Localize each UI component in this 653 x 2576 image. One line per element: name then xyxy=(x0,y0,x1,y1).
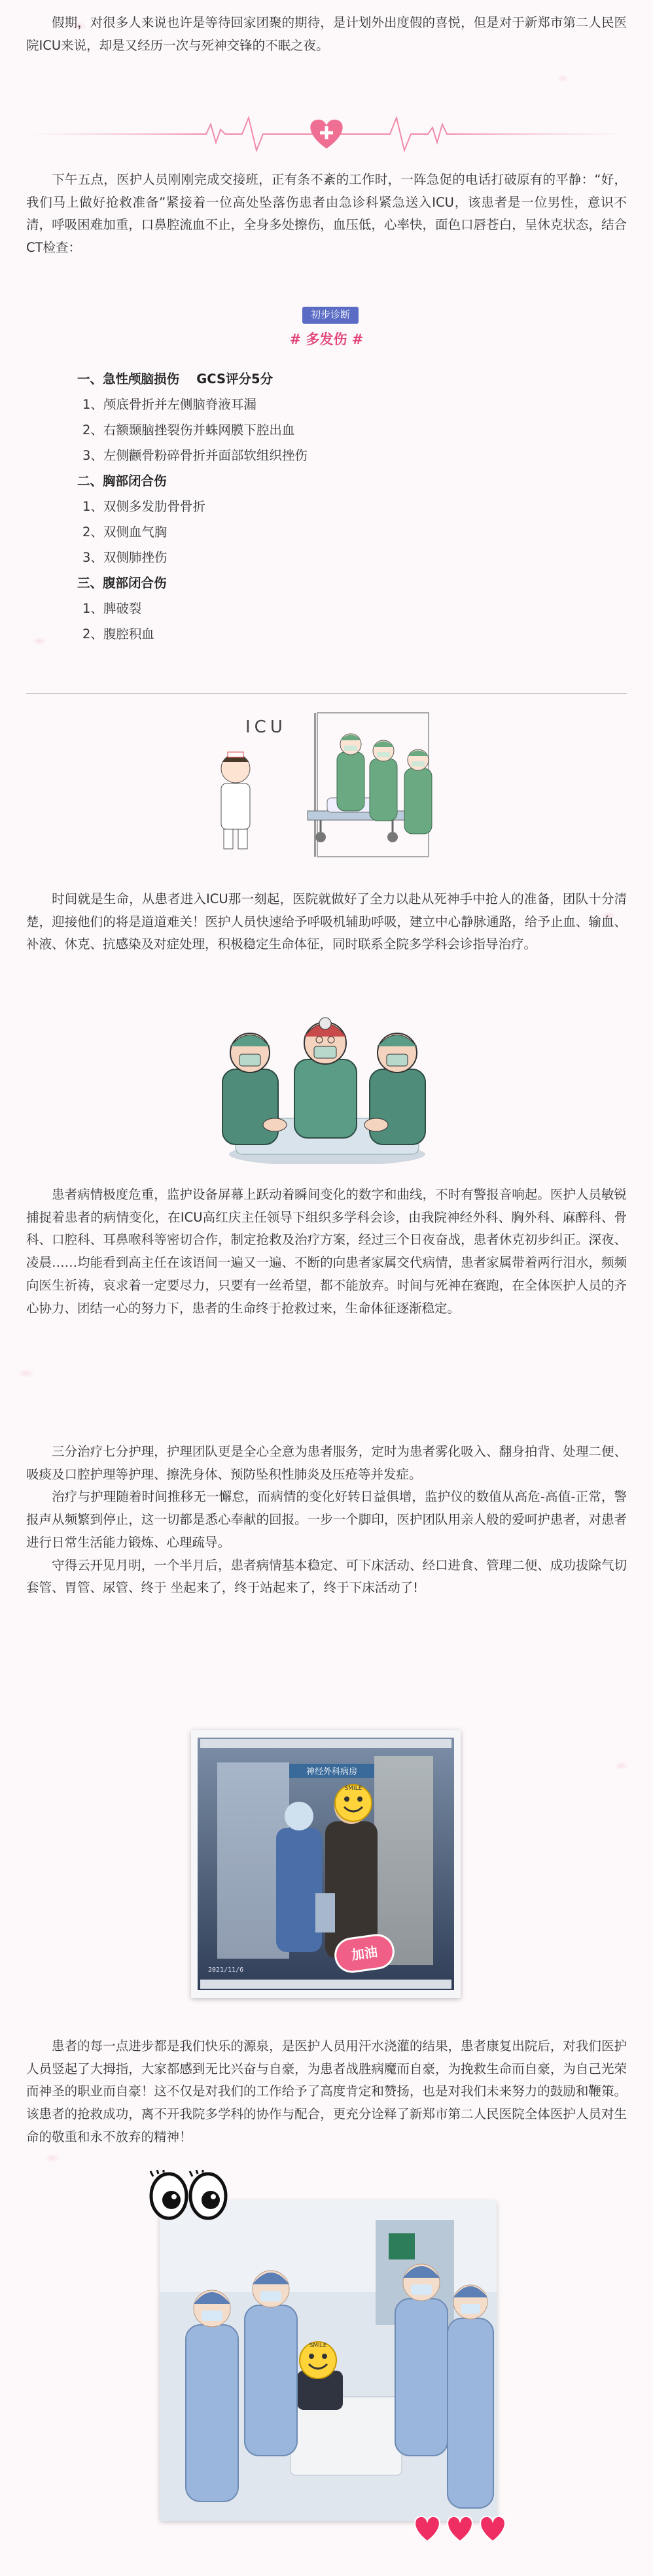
icu-sign: ICU xyxy=(245,717,287,737)
heartbeat-divider xyxy=(26,105,627,163)
nursing-paragraph-3: 守得云开见月明，一个半月后，患者病情基本稳定、可下床活动、经口进食、管理二便、成功拔除气切套管、胃管、尿管、终于 坐起来了，终于站起来了，终于下床活动了! xyxy=(26,1557,627,1596)
intro-paragraph: 假期，对很多人来说也许是等待回家团聚的期待，是计划外出度假的喜悦，但是对于新郑市第二人民医院ICU来说，却是又经历一次与死神交锋的不眠之夜。 xyxy=(26,15,627,53)
diagnosis-item: 3、双侧肺挫伤 xyxy=(82,550,168,565)
diagnosis-item: 1、脾破裂 xyxy=(82,601,142,616)
diagnosis-heading: 三、腹部闭合伤 xyxy=(77,575,167,591)
diagnosis-heading: 二、胸部闭合伤 xyxy=(77,473,167,489)
diagnosis-item: 2、右额颞脑挫裂伤并蛛网膜下腔出血 xyxy=(82,422,295,438)
heart-plus-icon xyxy=(310,120,342,148)
cheer-sticker: 加油 xyxy=(334,1934,395,1973)
cartoon-eyes-icon xyxy=(149,2170,228,2222)
diagnosis-title: # 多发伤 # xyxy=(289,332,364,347)
nursing-paragraphs xyxy=(26,1441,627,1600)
diagnosis-tag: 初步诊断 xyxy=(302,307,359,324)
ward-banner-text: 神经外科病房 xyxy=(306,1767,358,1777)
diagnosis-item: 2、腹腔积血 xyxy=(82,627,154,642)
diagnosis-item: 3、左侧颧骨粉碎骨折并面部软组织挫伤 xyxy=(82,448,308,463)
diagnosis-item: 2、双侧血气胸 xyxy=(82,524,168,540)
smiley-text: SMILE xyxy=(344,1785,362,1792)
case-paragraph: 下午五点，医护人员刚刚完成交接班，正有条不紊的工作时，一阵急促的电话打破原有的平静：“好，我们马上做好抢救准备”紧接着一位高处坠落伤患者由急诊科紧急送入ICU，该患者是一位男性，意识不清，呼吸困难加重，口鼻腔流血不止，全身多处擦伤，血压低，心率快，面色口唇苍白，呈休克状态，结合CT检查： xyxy=(26,172,627,256)
hearts-decoration-icon xyxy=(411,2513,509,2545)
diagnosis-item: 1、双侧多发肋骨骨折 xyxy=(82,499,205,514)
diagnosis-heading: 一、急性颅脑损伤 GCS评分5分 xyxy=(77,371,274,386)
closing-paragraph: 患者的每一点进步都是我们快乐的源泉，是医护人员用汗水浇灌的结果，患者康复出院后，对我们医护人员竖起了大拇指，大家都感到无比兴奋与自豪，为患者战胜病魔而自豪，为挽救生命而自豪，为自己光荣而神圣的职业而自豪！这不仅是对我们的工作给予了高度肯定和赞扬，也是对我们未来努力的鼓励和鞭策。该患者的抢救成功，离不开我院多学科的协作与配合，更充分诠释了新郑市第二人民医院全体医护人员对生命的敬重和永不放弃的精神！ xyxy=(26,2038,627,2144)
patient-recovery-photo xyxy=(191,1730,461,1998)
nursing-team-photo xyxy=(160,2201,497,2521)
smiley-face-sticker xyxy=(332,1782,374,1824)
diagnosis-list xyxy=(77,366,601,647)
smiley-face-sticker xyxy=(297,2339,339,2381)
section-divider xyxy=(26,693,627,694)
nursing-paragraph-1: 三分治疗七分护理，护理团队更是全心全意为患者服务，定时为患者雾化吸入、翻身拍背、处理二便、吸痰及口腔护理等护理、擦洗身体、预防坠积性肺炎及压疮等并发症。 xyxy=(26,1444,627,1482)
icu-cartoon-illustration xyxy=(196,706,458,870)
critical-paragraph: 患者病情极度危重，监护设备屏幕上跃动着瞬间变化的数字和曲线，不时有警报音响起。医护人员敏锐捕捉着患者的病情变化，在ICU高红庆主任领导下组织多学科会诊，由我院神经外科、胸外科、麻醉科、骨科、口腔科、耳鼻喉科等密切合作，制定抢救及治疗方案，经过三个日夜奋战，患者休克初步纠正。深夜、凌晨……均能看到高主任在该语间一遍又一遍、不断的向患者家属交代病情，患者家属带着两行泪水，频频向医生祈祷，哀求着一定要尽力，只要有一丝希望，都不能放弃。时间与死神在赛跑，在全体医护人员的齐心协力、团结一心的努力下，患者的生命终于抢救过来，生命体征逐渐稳定。 xyxy=(26,1187,627,1316)
rescue-paragraph: 时间就是生命，从患者进入ICU那一刻起，医院就做好了全力以赴从死神手中抢人的准备，团队十分清楚，迎接他们的将是道道难关！医护人员快速给予呼吸机辅助呼吸，建立中心静脉通路，给予止血、输血、补液、休克、抗感染及对症处理，积极稳定生命体征，同时联系全院多学科会诊指导治疗。 xyxy=(26,891,627,952)
smiley-text: SMILE xyxy=(309,2343,327,2349)
diagnosis-item: 1、颅底骨折并左侧脑脊液耳漏 xyxy=(82,397,256,412)
surgeons-cartoon-illustration xyxy=(196,1007,458,1164)
photo-timestamp: 2021/11/6 xyxy=(208,1966,244,1974)
nursing-paragraph-2: 治疗与护理随着时间推移无一懈怠，而病情的变化好转日益俱增，监护仪的数值从高危-高值-正常，警报声从频繁到停止，这一切都是悉心奉献的回报。一步一个脚印，医护团队用亲人般的爱呵护患者，对患者进行日常生活能力锻炼、心理疏导。 xyxy=(26,1489,627,1550)
